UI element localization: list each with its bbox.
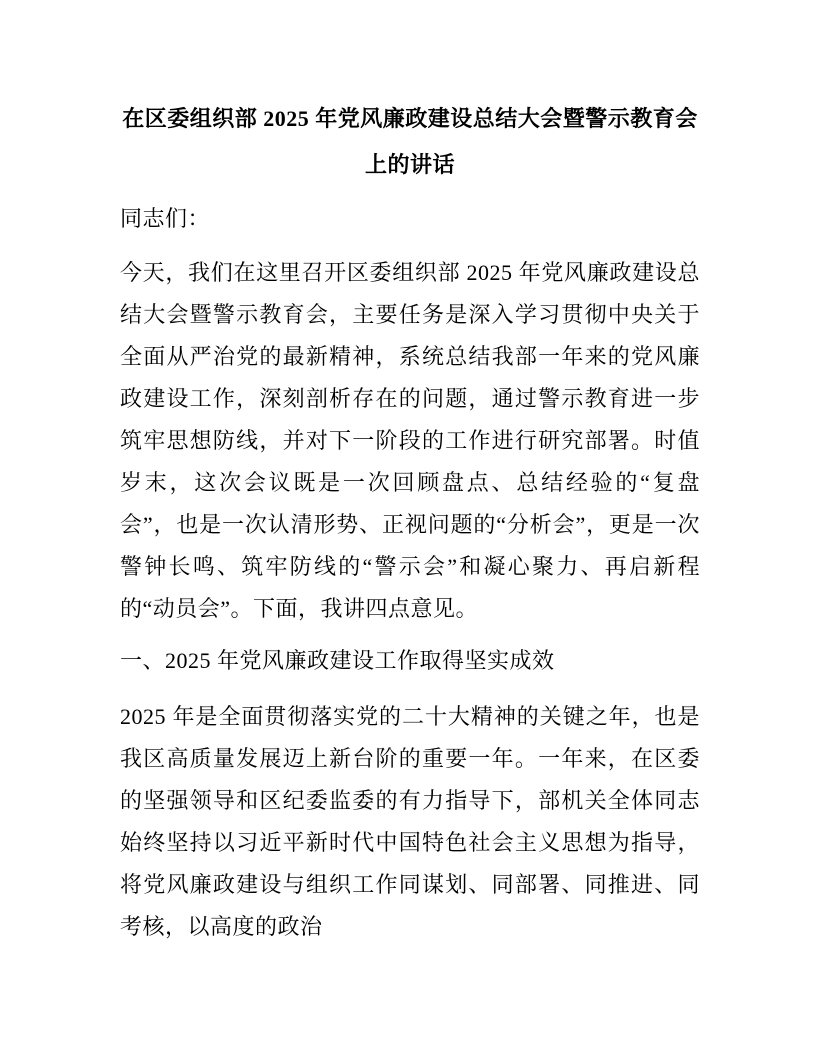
section-heading-1: 一、2025 年党风廉政建设工作取得坚实成效 bbox=[120, 648, 555, 673]
salutation: 同志们： bbox=[120, 206, 211, 231]
document-title: 在区委组织部 2025 年党风廉政建设总结大会暨警示教育会上的讲话 bbox=[122, 106, 698, 177]
paragraph-section-1: 2025 年是全面贯彻落实党的二十大精神的关键之年，也是我区高质量发展迈上新台阶的重要一年。一年来，在区委的坚强领导和区纪委监委的有力指导下，部机关全体同志始终坚持以习近平新时代中国特色社会主义思想为指导，将党风廉政建设与组织工作同谋划、同部署、同推进、同考核，以高度的政治 bbox=[120, 704, 700, 939]
paragraph-opening: 今天，我们在这里召开区委组织部 2025 年党风廉政建设总结大会暨警示教育会，主要任务是深入学习贯彻中央关于全面从严治党的最新精神，系统总结我部一年来的党风廉政建设工作，深刻剖析存在的问题，通过警示教育进一步筑牢思想防线，并对下一阶段的工作进行研究部署。时值岁末，这次会议既是一次回顾盘点、总结经验的“复盘会”，也是一次认清形势、正视问题的“分析会”，更是一次警钟长鸣、筑牢防线的“警示会”和凝心聚力、再启新程的“动员会”。下面，我讲四点意见。 bbox=[120, 260, 700, 621]
